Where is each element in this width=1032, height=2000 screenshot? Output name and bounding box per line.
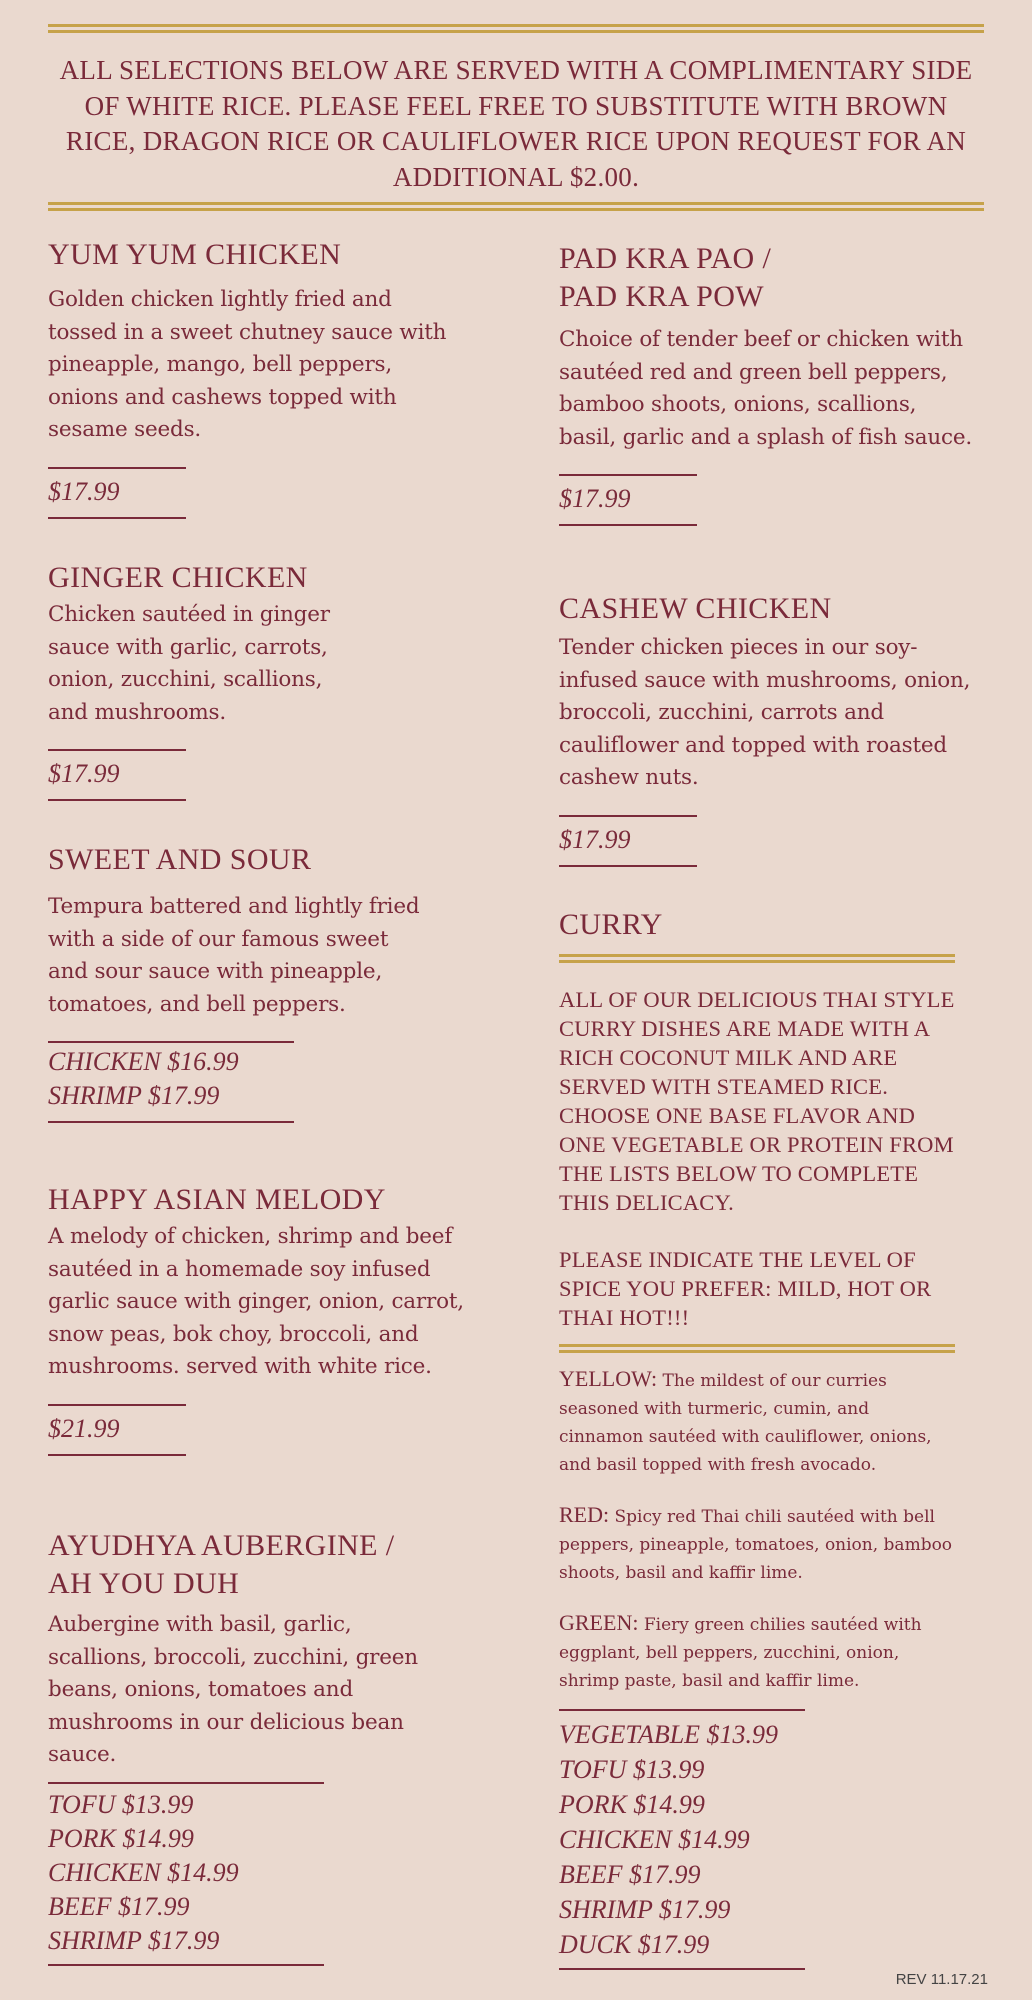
header-bottom-rule <box>48 202 984 211</box>
item-title: GINGER CHICKEN <box>48 561 308 594</box>
item-title: HAPPY ASIAN MELODY <box>48 1183 386 1216</box>
item-title: CASHEW CHICKEN <box>559 592 832 625</box>
item-price: PORK $14.99 <box>48 1823 194 1853</box>
price-block <box>48 1404 186 1456</box>
item-description: Aubergine with basil, garlic, scallions, broccoli, zucchini, green beans, onions, tomatoes and mushrooms in our delicious bean sauce. <box>48 1612 418 1767</box>
item-price: BEEF $17.99 <box>48 1891 190 1921</box>
item-price: $17.99 <box>559 824 631 854</box>
curry-flavor-green <box>559 1609 955 1695</box>
item-title-line: PAD KRA PAO / <box>559 242 772 275</box>
rice-notice: ALL SELECTIONS BELOW ARE SERVED WITH A COMPLIMENTARY SIDE OF WHITE RICE. PLEASE FEEL FREE TO SUBSTITUTE WITH BROWN RICE, DRAGON RICE OR CAULIFLOWER RICE UPON REQUEST FOR AN ADDITIONAL $2.00. <box>59 55 973 192</box>
price-block <box>559 815 697 867</box>
curry-intro: ALL OF OUR DELICIOUS THAI STYLE CURRY DISHES ARE MADE WITH A RICH COCONUT MILK AND ARE SERVED WITH STEAMED RICE. CHOOSE ONE BASE FLAVOR AND ONE VEGETABLE OR PROTEIN FROM THE LISTS BELOW TO COMPLETE THIS DELICACY. <box>559 987 955 1215</box>
item-description: Chicken sautéed in ginger sauce with garlic, carrots, onion, zucchini, scallions, and mushrooms. <box>48 602 330 725</box>
curry-flavor-yellow <box>559 1365 955 1479</box>
curry-bottom-rule <box>559 1344 955 1353</box>
item-description: Tempura battered and lightly fried with a side of our famous sweet and sour sauce with pineapple, tomatoes, and bell peppers. <box>48 894 420 1017</box>
menu-item-ayudhya-aubergine <box>48 1527 428 1966</box>
item-title <box>48 1527 428 1603</box>
item-price: PORK $14.99 <box>559 1790 705 1819</box>
item-price: SHRIMP $17.99 <box>48 1081 220 1110</box>
menu-item-ginger-chicken <box>48 559 368 801</box>
curry-title: CURRY <box>559 908 663 941</box>
item-price: VEGETABLE $13.99 <box>559 1720 779 1749</box>
item-price: $17.99 <box>48 476 120 506</box>
item-price: BEEF $17.99 <box>559 1860 701 1889</box>
menu-item-yum-yum-chicken <box>48 236 448 519</box>
item-price: SHRIMP $17.99 <box>48 1925 220 1955</box>
item-price: SHRIMP $17.99 <box>559 1895 731 1924</box>
item-description: Golden chicken lightly fried and tossed in a sweet chutney sauce with pineapple, mango, bell peppers, onions and cashews topped with sesame seeds. <box>48 287 447 442</box>
price-block <box>48 467 186 519</box>
item-description: A melody of chicken, shrimp and beef sautéed in a homemade soy infused garlic sauce with ginger, onion, carrot, snow peas, bok choy, broccoli, and mushrooms. served with white rice. <box>48 1224 464 1379</box>
menu-item-happy-asian-melody <box>48 1181 468 1456</box>
item-title-line: AH YOU DUH <box>48 1567 240 1600</box>
item-price: CHICKEN $16.99 <box>48 1047 239 1076</box>
item-title-line: AYUDHYA AUBERGINE / <box>48 1529 395 1562</box>
curry-price-list <box>559 1709 805 1970</box>
flavor-name: RED: <box>559 1502 610 1527</box>
flavor-text: The mildest of our curries seasoned with turmeric, cumin, and cinnamon sautéed with cauliflower, onions, and basil topped with fresh avocado. <box>559 1371 932 1475</box>
curry-flavor-red <box>559 1501 955 1587</box>
curry-spice-note: PLEASE INDICATE THE LEVEL OF SPICE YOU PREFER: MILD, HOT OR THAI HOT!!! <box>559 1247 932 1330</box>
item-price: $21.99 <box>48 1413 120 1443</box>
flavor-name: GREEN: <box>559 1610 639 1635</box>
item-price: TOFU $13.99 <box>559 1755 705 1784</box>
header-top-rule <box>48 24 984 33</box>
flavor-text: Fiery green chilies sautéed with eggplant, bell peppers, zucchini, onion, shrimp paste, basil and kaffir lime. <box>559 1615 922 1691</box>
item-title: YUM YUM CHICKEN <box>48 238 342 271</box>
item-title <box>559 240 979 316</box>
item-price: CHICKEN $14.99 <box>559 1825 750 1854</box>
price-block <box>48 749 186 801</box>
price-block <box>559 474 697 526</box>
revision-label: REV 11.17.21 <box>895 1971 988 1988</box>
item-description: Tender chicken pieces in our soy-infused sauce with mushrooms, onion, broccoli, zucchini, carrots and cauliflower and topped with roasted cashew nuts. <box>559 635 971 790</box>
menu-item-cashew-chicken <box>559 590 979 867</box>
item-price: CHICKEN $14.99 <box>48 1857 239 1887</box>
item-title-line: PAD KRA POW <box>559 280 765 313</box>
curry-section <box>559 906 955 1970</box>
item-price: TOFU $13.99 <box>48 1789 194 1819</box>
curry-top-rule <box>559 954 955 963</box>
menu-item-sweet-and-sour <box>48 841 428 1123</box>
flavor-name: YELLOW: <box>559 1366 658 1391</box>
item-title: SWEET AND SOUR <box>48 843 312 876</box>
menu-item-pad-kra-pao <box>559 240 979 526</box>
item-price: $17.99 <box>48 759 120 788</box>
item-price: $17.99 <box>559 484 631 513</box>
price-block <box>48 1041 294 1123</box>
item-description: Choice of tender beef or chicken with sautéed red and green bell peppers, bamboo shoots, onions, scallions, basil, garlic and a splash of fish sauce. <box>559 327 973 450</box>
item-price: DUCK $17.99 <box>559 1930 710 1959</box>
flavor-text: Spicy red Thai chili sautéed with bell peppers, pineapple, tomatoes, onion, bamboo shoots, basil and kaffir lime. <box>559 1507 953 1583</box>
price-list <box>48 1782 324 1966</box>
